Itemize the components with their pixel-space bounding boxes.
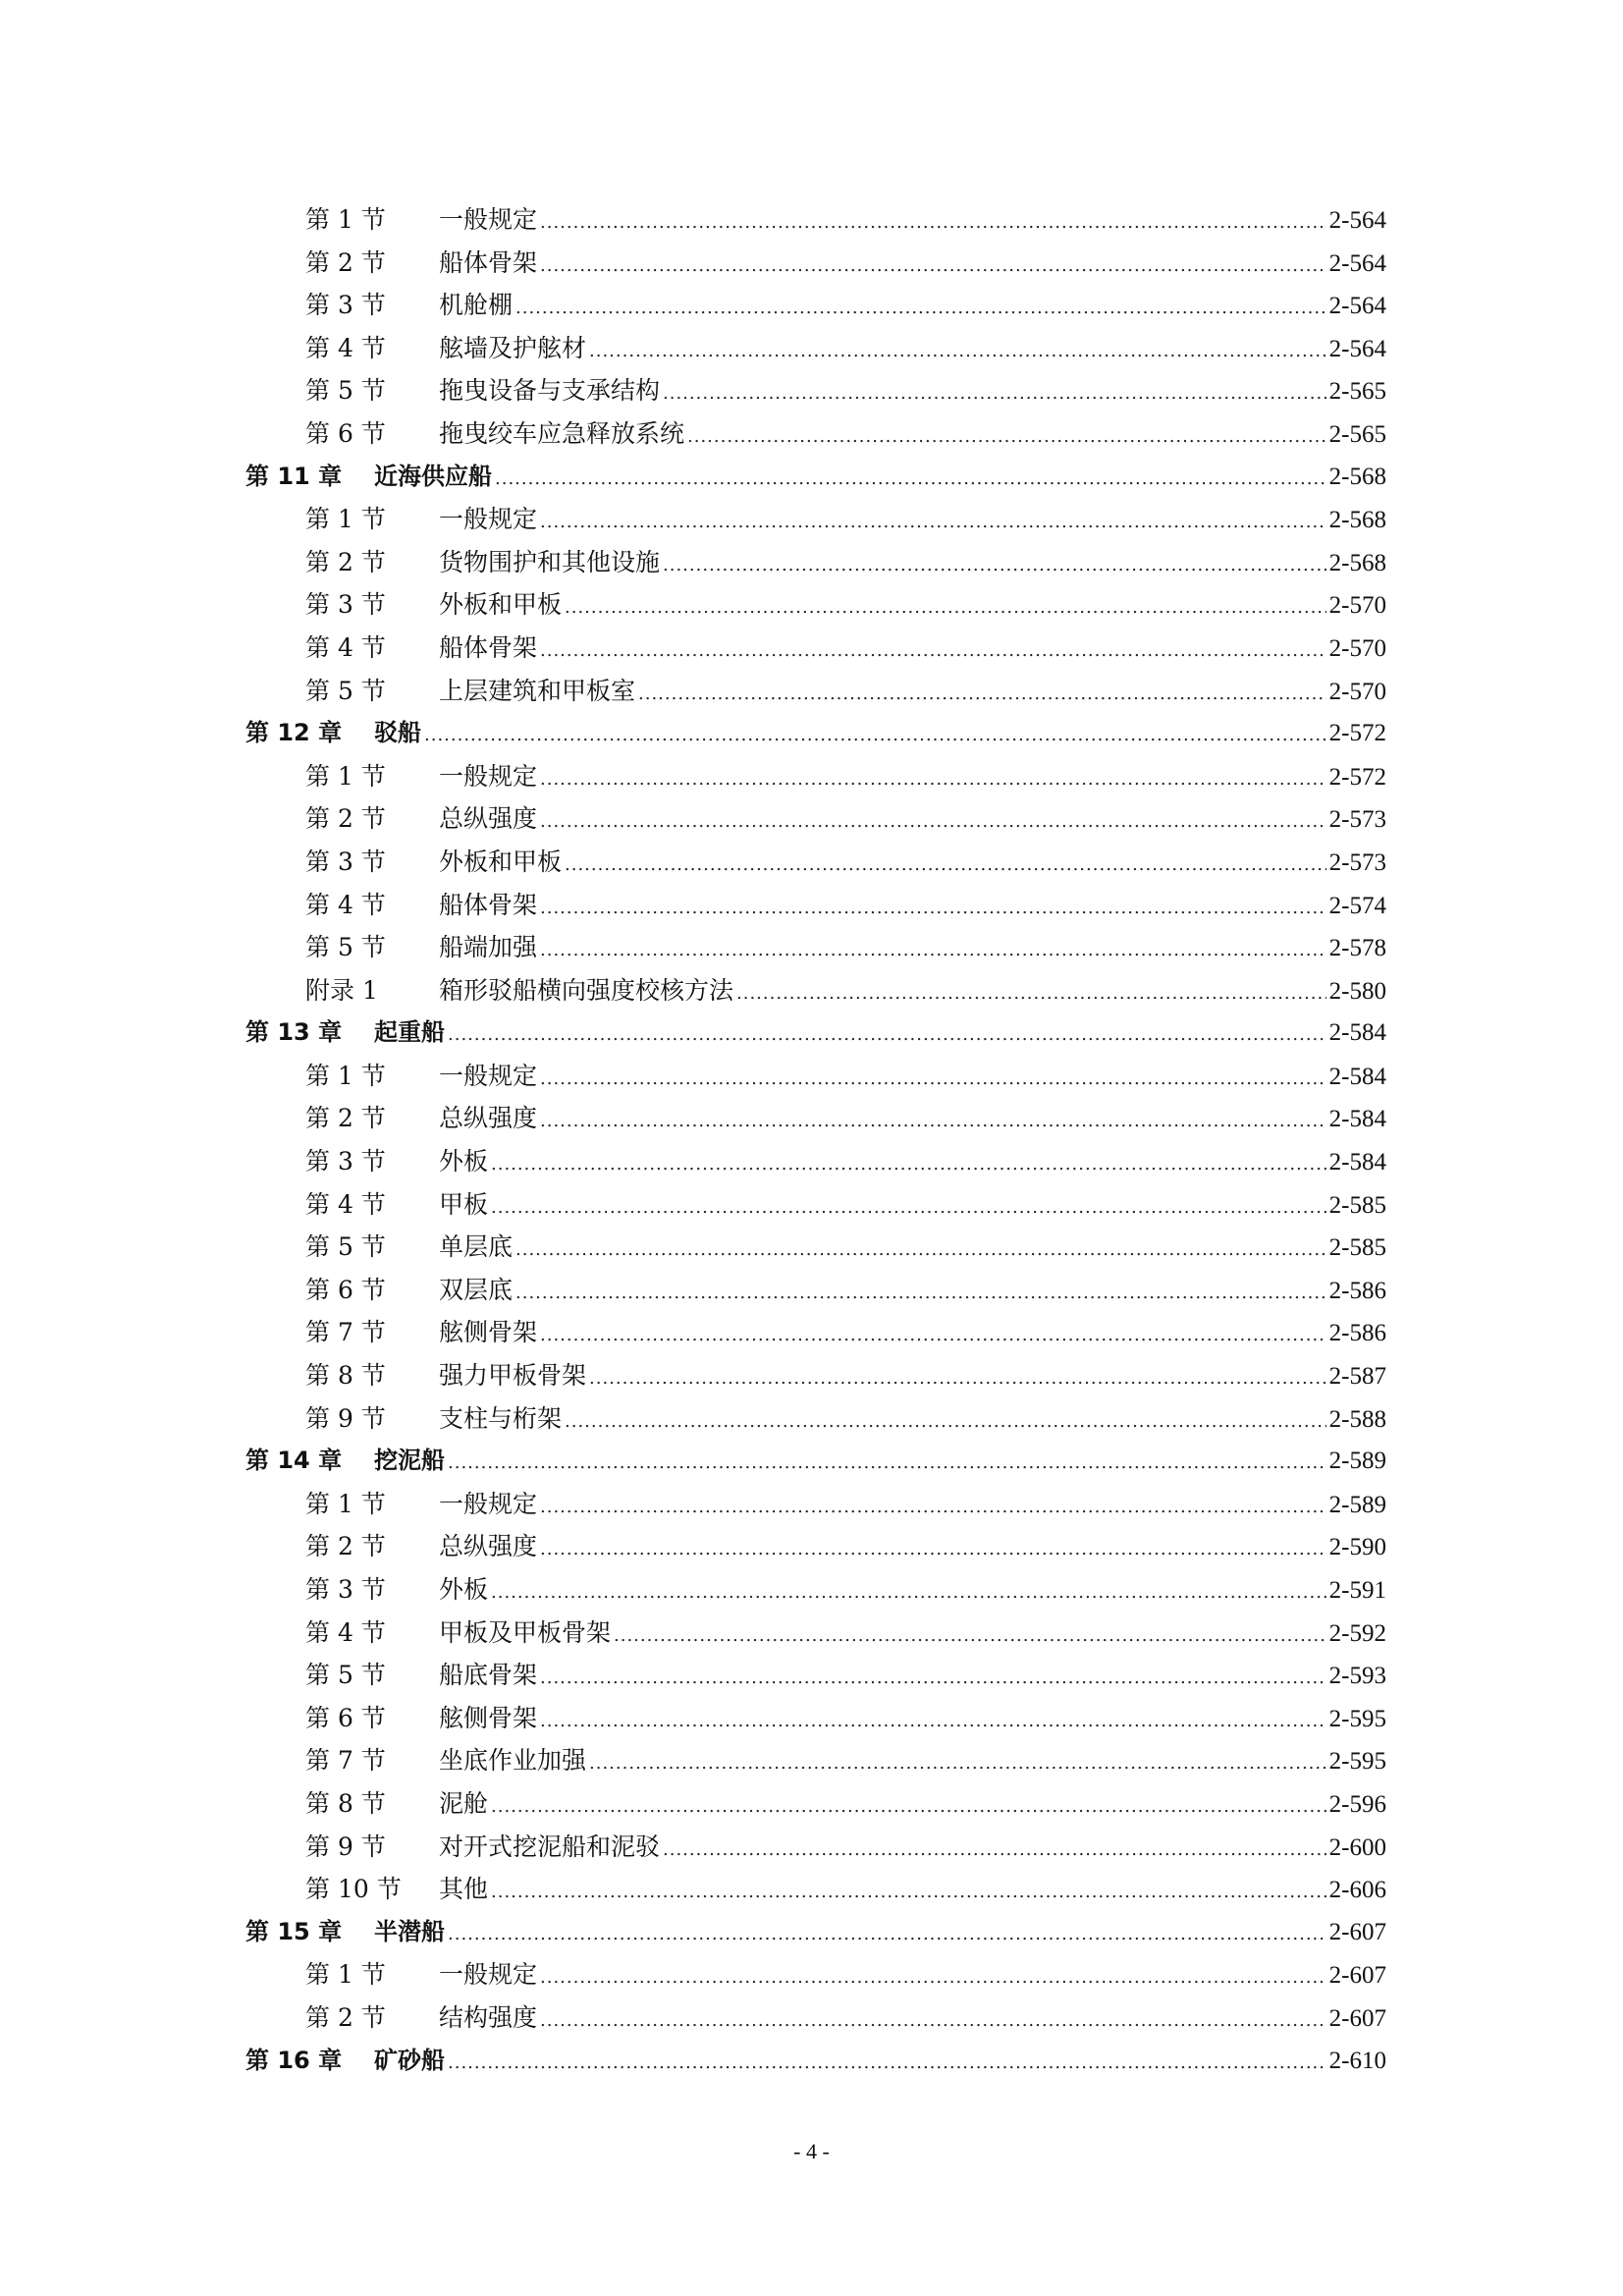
toc-entry-page: 2-584 [1328,1149,1386,1176]
toc-entry-number: 第 5 节 [305,933,386,962]
toc-entry-number: 第 5 节 [305,1232,386,1262]
toc-section-entry[interactable] [245,1568,1386,1612]
toc-entry-number: 第 2 节 [305,247,386,277]
toc-section-entry[interactable] [245,541,1386,584]
toc-section-entry[interactable] [245,969,1386,1012]
toc-entry-page: 2-607 [1328,2004,1386,2032]
toc-entry-number: 第 6 节 [305,1275,386,1304]
toc-entry-page: 2-568 [1328,463,1386,490]
toc-entry-page: 2-595 [1328,1705,1386,1732]
toc-entry-page: 2-585 [1328,1234,1386,1262]
toc-entry-number: 第 2 节 [305,1532,386,1561]
toc-section-entry[interactable] [245,1483,1386,1526]
toc-entry-title: 外板 [439,1147,489,1176]
toc-section-entry[interactable] [245,1654,1386,1697]
toc-section-entry[interactable] [245,797,1386,841]
toc-entry-page: 2-572 [1328,720,1386,747]
toc-chapter-entry[interactable] [245,456,1386,499]
toc-entry-title: 上层建筑和甲板室 [439,676,636,705]
dot-leader [495,458,1326,501]
toc-entry-number: 第 4 节 [305,1189,386,1219]
dot-leader [540,1528,1326,1571]
dot-leader [589,330,1326,373]
toc-section-entry[interactable] [245,498,1386,541]
toc-entry-page: 2-573 [1328,848,1386,876]
toc-section-entry[interactable] [245,1868,1386,1911]
toc-entry-number: 第 3 节 [305,291,386,320]
toc-entry-title: 一般规定 [439,761,538,791]
toc-entry-title: 外板和甲板 [439,590,563,620]
toc-entry-number: 第 15 章 [245,1917,343,1945]
toc-entry-page: 2-568 [1328,507,1386,534]
toc-entry-title: 船体骨架 [439,890,538,919]
toc-entry-page: 2-586 [1328,1320,1386,1347]
toc-entry-number: 第 16 章 [245,2046,343,2074]
toc-entry-page: 2-586 [1328,1277,1386,1304]
toc-section-entry[interactable] [245,1140,1386,1183]
toc-section-entry[interactable] [245,1397,1386,1441]
dot-leader [515,1229,1326,1272]
toc-section-entry[interactable] [245,1226,1386,1269]
toc-entry-page: 2-593 [1328,1663,1386,1690]
dot-leader [424,714,1326,757]
toc-entry-title: 外板和甲板 [439,847,563,876]
toc-entry-number: 第 4 节 [305,890,386,919]
dot-leader [638,673,1326,716]
toc-entry-number: 第 3 节 [305,847,386,876]
toc-entry-page: 2-578 [1328,935,1386,962]
toc-entry-page: 2-607 [1328,1918,1386,1945]
toc-chapter-entry[interactable] [245,2040,1386,2083]
toc-entry-title: 舷侧骨架 [439,1703,538,1732]
toc-section-entry[interactable] [245,926,1386,969]
toc-entry-title: 船体骨架 [439,632,538,662]
toc-entry-title: 一般规定 [439,1960,538,1990]
toc-entry-number: 第 1 节 [305,761,386,791]
toc-entry-page: 2-584 [1328,1019,1386,1047]
toc-entry-page: 2-574 [1328,892,1386,919]
toc-entry-title: 强力甲板骨架 [439,1361,587,1391]
toc-entry-title: 机舱棚 [439,291,514,320]
toc-entry-number: 第 5 节 [305,376,386,406]
toc-entry-title: 甲板 [439,1189,489,1219]
toc-entry-page: 2-591 [1328,1577,1386,1604]
toc-entry-number: 第 4 节 [305,1617,386,1647]
toc-entry-title: 总纵强度 [439,1104,538,1133]
toc-entry-page: 2-584 [1328,1106,1386,1133]
toc-section-entry[interactable] [245,1269,1386,1312]
toc-chapter-entry[interactable] [245,1911,1386,1954]
toc-entry-title: 驳船 [374,719,421,747]
dot-leader [540,629,1326,673]
toc-entry-page: 2-596 [1328,1790,1386,1818]
dot-leader [491,1186,1326,1230]
dot-leader [540,1700,1326,1743]
toc-entry-title: 船底骨架 [439,1661,538,1690]
toc-entry-title: 甲板及甲板骨架 [439,1617,612,1647]
dot-leader [540,1486,1326,1529]
page-number: - 4 - [793,2139,830,2163]
dot-leader [540,1657,1326,1700]
table-of-contents [245,198,1386,2082]
toc-section-entry[interactable] [245,755,1386,798]
toc-section-entry[interactable] [245,1782,1386,1826]
toc-section-entry[interactable] [245,1311,1386,1354]
toc-entry-page: 2-600 [1328,1833,1386,1861]
toc-entry-number: 第 9 节 [305,1831,386,1861]
dot-leader [448,1442,1326,1485]
toc-entry-number: 第 5 节 [305,676,386,705]
toc-section-entry[interactable] [245,627,1386,670]
toc-section-entry[interactable] [245,242,1386,285]
toc-section-entry[interactable] [245,1525,1386,1568]
toc-chapter-entry[interactable] [245,712,1386,755]
toc-entry-title: 船端加强 [439,933,538,962]
dot-leader [515,1272,1326,1315]
toc-entry-number: 第 4 节 [305,333,386,362]
dot-leader [448,2042,1326,2085]
dot-leader [736,972,1326,1015]
toc-section-entry[interactable] [245,670,1386,713]
dot-leader [565,1400,1326,1444]
toc-entry-page: 2-564 [1328,293,1386,320]
dot-leader [565,586,1326,629]
toc-section-entry[interactable] [245,1996,1386,2040]
toc-entry-number: 第 6 节 [305,418,386,448]
toc-entry-title: 箱形驳船横向强度校核方法 [439,975,734,1005]
dot-leader [565,844,1326,887]
dot-leader [589,1357,1326,1400]
toc-entry-number: 第 5 节 [305,1661,386,1690]
dot-leader [540,758,1326,801]
toc-entry-number: 第 1 节 [305,1061,386,1090]
dot-leader [540,929,1326,972]
dot-leader [540,1058,1326,1101]
toc-entry-number: 第 4 节 [305,632,386,662]
toc-entry-title: 起重船 [374,1018,445,1047]
toc-entry-title: 对开式挖泥船和泥驳 [439,1831,661,1861]
toc-entry-number: 第 6 节 [305,1703,386,1732]
toc-section-entry[interactable] [245,198,1386,242]
toc-entry-title: 结构强度 [439,2002,538,2032]
toc-section-entry[interactable] [245,841,1386,884]
toc-entry-page: 2-568 [1328,549,1386,576]
toc-section-entry[interactable] [245,884,1386,927]
toc-entry-title: 半潜船 [374,1917,445,1945]
toc-section-entry[interactable] [245,1953,1386,1996]
toc-entry-title: 一般规定 [439,1061,538,1090]
toc-entry-page: 2-592 [1328,1619,1386,1647]
dot-leader [448,1913,1326,1956]
dot-leader [540,501,1326,544]
toc-chapter-entry[interactable] [245,1440,1386,1483]
toc-entry-title: 总纵强度 [439,1532,538,1561]
toc-entry-page: 2-573 [1328,806,1386,834]
toc-entry-number: 第 11 章 [245,462,343,490]
toc-entry-number: 第 2 节 [305,1104,386,1133]
toc-entry-number: 第 10 节 [305,1875,402,1904]
toc-entry-number: 第 3 节 [305,1147,386,1176]
dot-leader [491,1143,1326,1186]
toc-entry-number: 第 13 章 [245,1018,343,1047]
dot-leader [491,1571,1326,1614]
toc-section-entry[interactable] [245,1826,1386,1869]
toc-section-entry[interactable] [245,412,1386,456]
toc-section-entry[interactable] [245,1354,1386,1397]
toc-entry-page: 2-585 [1328,1191,1386,1219]
toc-entry-number: 第 1 节 [305,505,386,534]
toc-entry-title: 舷墙及护舷材 [439,333,587,362]
toc-chapter-entry[interactable] [245,1011,1386,1055]
toc-entry-title: 总纵强度 [439,804,538,834]
toc-entry-number: 附录 1 [305,975,378,1005]
toc-section-entry[interactable] [245,1055,1386,1098]
toc-entry-number: 第 1 节 [305,1960,386,1990]
dot-leader [448,1013,1326,1057]
toc-entry-title: 其他 [439,1875,489,1904]
toc-entry-title: 货物围护和其他设施 [439,547,661,576]
toc-section-entry[interactable] [245,1097,1386,1140]
toc-entry-page: 2-587 [1328,1363,1386,1391]
dot-leader [540,1100,1326,1143]
toc-entry-page: 2-564 [1328,335,1386,362]
toc-entry-title: 矿砂船 [374,2046,445,2074]
toc-entry-number: 第 1 节 [305,1489,386,1518]
dot-leader [589,1742,1326,1785]
toc-entry-page: 2-589 [1328,1491,1386,1518]
toc-section-entry[interactable] [245,1612,1386,1655]
toc-entry-page: 2-588 [1328,1405,1386,1433]
toc-entry-number: 第 8 节 [305,1361,386,1391]
toc-entry-title: 支柱与桁架 [439,1403,563,1433]
toc-entry-title: 舷侧骨架 [439,1318,538,1347]
toc-entry-page: 2-565 [1328,420,1386,448]
toc-entry-title: 船体骨架 [439,247,538,277]
toc-entry-page: 2-564 [1328,249,1386,277]
toc-section-entry[interactable] [245,583,1386,627]
toc-entry-number: 第 3 节 [305,1575,386,1604]
toc-entry-title: 双层底 [439,1275,514,1304]
dot-leader [540,1956,1326,1999]
dot-leader [614,1614,1326,1658]
dot-leader [687,415,1326,459]
toc-entry-title: 拖曳设备与支承结构 [439,376,661,406]
toc-entry-title: 拖曳绞车应急释放系统 [439,418,685,448]
toc-entry-title: 挖泥船 [374,1447,445,1475]
dot-leader [540,1314,1326,1357]
dot-leader [663,544,1326,587]
toc-entry-title: 一般规定 [439,505,538,534]
dot-leader [540,887,1326,930]
toc-entry-page: 2-580 [1328,977,1386,1005]
toc-section-entry[interactable] [245,1183,1386,1227]
dot-leader [540,1999,1326,2043]
toc-entry-page: 2-607 [1328,1962,1386,1990]
toc-entry-number: 第 14 章 [245,1447,343,1475]
toc-entry-page: 2-565 [1328,378,1386,406]
toc-entry-number: 第 8 节 [305,1788,386,1818]
toc-entry-page: 2-595 [1328,1748,1386,1776]
toc-entry-title: 外板 [439,1575,489,1604]
toc-entry-page: 2-589 [1328,1448,1386,1475]
toc-entry-title: 坐底作业加强 [439,1746,587,1776]
toc-section-entry[interactable] [245,327,1386,370]
toc-entry-number: 第 1 节 [305,205,386,234]
toc-entry-title: 单层底 [439,1232,514,1262]
toc-entry-page: 2-590 [1328,1534,1386,1561]
toc-section-entry[interactable] [245,284,1386,327]
dot-leader [663,372,1326,415]
toc-entry-number: 第 7 节 [305,1318,386,1347]
toc-entry-page: 2-570 [1328,592,1386,620]
toc-entry-number: 第 7 节 [305,1746,386,1776]
toc-entry-number: 第 2 节 [305,2002,386,2032]
toc-entry-number: 第 3 节 [305,590,386,620]
toc-entry-title: 一般规定 [439,1489,538,1518]
dot-leader [663,1829,1326,1872]
dot-leader [491,1871,1326,1914]
toc-entry-page: 2-572 [1328,763,1386,791]
toc-entry-title: 泥舱 [439,1788,489,1818]
toc-entry-page: 2-584 [1328,1063,1386,1090]
toc-entry-page: 2-606 [1328,1877,1386,1904]
toc-entry-page: 2-564 [1328,207,1386,234]
dot-leader [540,800,1326,844]
toc-entry-number: 第 9 节 [305,1403,386,1433]
toc-entry-title: 一般规定 [439,205,538,234]
toc-section-entry[interactable] [245,1697,1386,1740]
toc-entry-page: 2-610 [1328,2047,1386,2074]
toc-entry-page: 2-570 [1328,678,1386,705]
dot-leader [540,201,1326,245]
dot-leader [515,287,1326,330]
toc-entry-title: 近海供应船 [374,462,492,490]
toc-section-entry[interactable] [245,1739,1386,1782]
dot-leader [540,245,1326,288]
toc-section-entry[interactable] [245,369,1386,412]
toc-entry-number: 第 12 章 [245,719,343,747]
toc-entry-number: 第 2 节 [305,547,386,576]
toc-entry-number: 第 2 节 [305,804,386,834]
toc-entry-page: 2-570 [1328,634,1386,662]
dot-leader [491,1785,1326,1829]
